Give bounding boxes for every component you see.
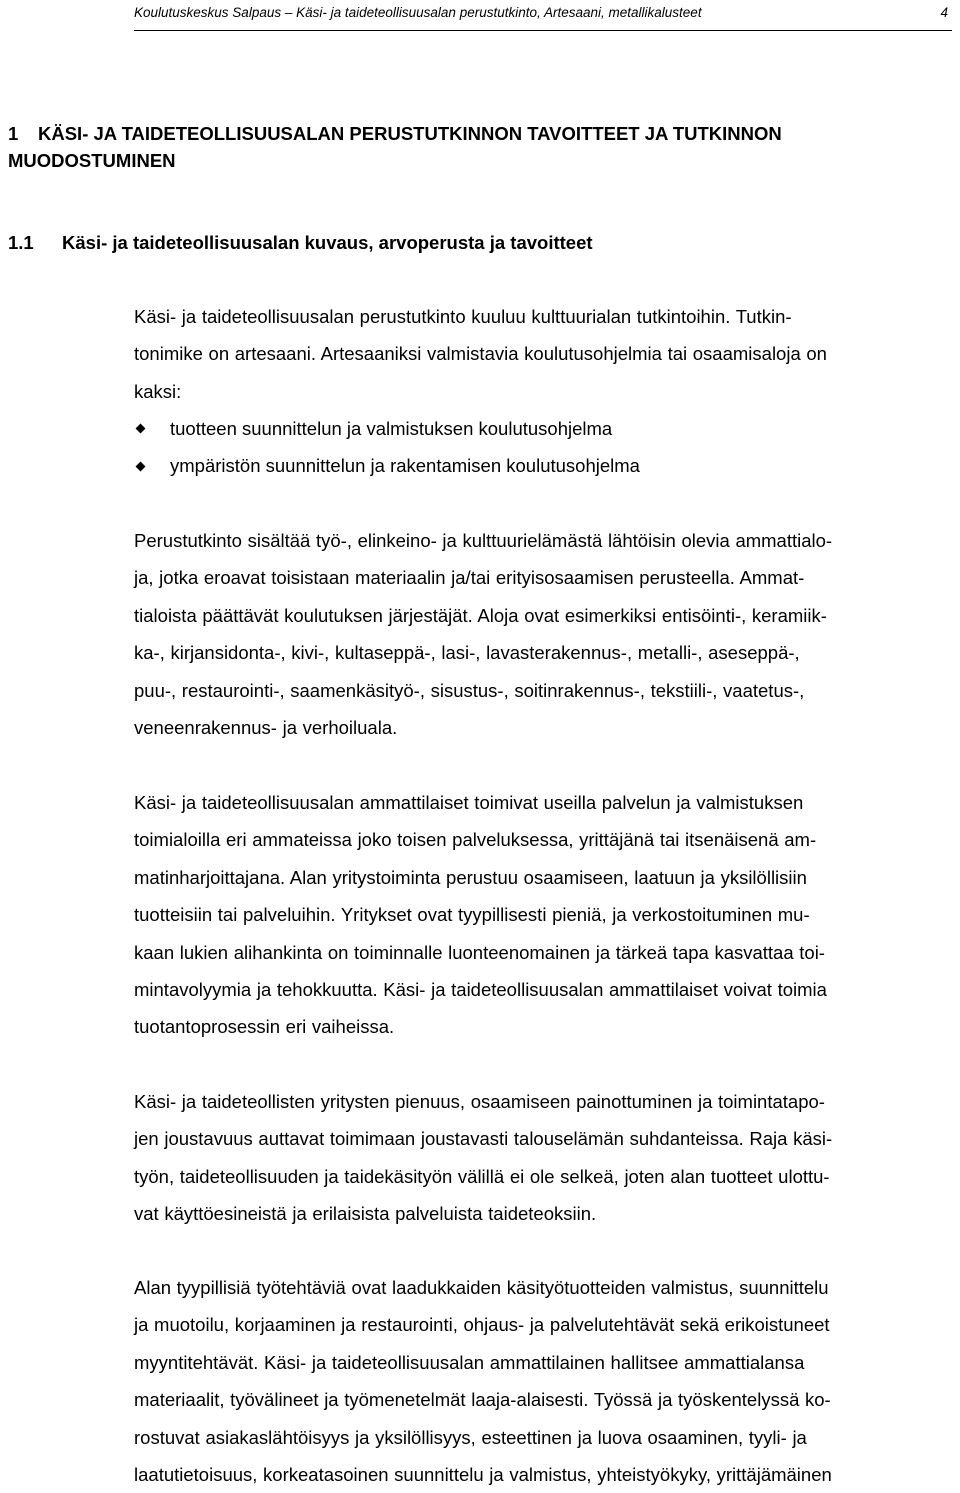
paragraph-line: tonimike on artesaani. Artesaaniksi valmistavia koulutusohjelmia tai osaamisaloja on [134,343,827,365]
paragraph-4 [134,1083,944,1233]
paragraph-line: tuotantoprosessin eri vaiheissa. [134,1016,395,1038]
paragraph-line: jen joustavuus auttavat toimimaan joustavasti talouselämän suhdanteissa. Raja käsi- [134,1128,833,1150]
paragraph-line: Käsi- ja taideteollisuusalan ammattilaiset toimivat useilla palvelun ja valmistuksen [134,792,804,813]
paragraph-line: Käsi- ja taideteollisuusalan perustutkinto kuuluu kulttuurialan tutkintoihin. Tutkin- [134,306,792,327]
paragraph-line: tuotteisiin tai palveluihin. Yritykset ovat tyypillisesti pieniä, ja verkostoituminen mu- [134,904,810,926]
paragraph-line: Perustutkinto sisältää työ-, elinkeino- ja kulttuurielämästä lähtöisin olevia ammattialo- [134,530,833,551]
paragraph-line: Alan tyypillisiä työtehtäviä ovat laadukkaiden käsityötuotteiden valmistus, suunnittelu [134,1277,829,1298]
section-1-1-title: Käsi- ja taideteollisuusalan kuvaus, arvoperusta ja tavoitteet [62,232,593,253]
paragraph-line: Käsi- ja taideteollisten yritysten pienuus, osaamiseen painottuminen ja toimintatapo- [134,1091,825,1112]
paragraph-line: matinharjoittajana. Alan yritystoiminta perustuu osaamiseen, laatuun ja yksilöllisiin [134,866,807,888]
paragraph-line: ja, jotka eroavat toisistaan materiaalin ja/tai erityisosaamisen perusteella. Ammat- [134,567,805,589]
list-item [134,447,944,484]
diamond-bullet-icon [136,424,146,434]
section-1-1-heading [8,229,953,256]
section-1-heading [8,120,953,174]
paragraph-line: tialoista päättävät koulutuksen järjestäjät. Aloja ovat esimerkiksi entisöinti-, keramiik- [134,604,827,626]
paragraph-1 [134,298,944,410]
section-1-title-line2: MUODOSTUMINEN [8,150,176,171]
paragraph-line: työn, taideteollisuuden ja taidekäsityön välillä ei ole selkeä, joten alan tuotteet ulottu- [134,1165,830,1187]
section-1-number: 1 [8,123,19,144]
paragraph-5 [134,1269,944,1493]
paragraph-line: kaksi: [134,380,182,402]
paragraph-line: myyntitehtävät. Käsi- ja taideteollisuusalan ammattilainen hallitsee ammattialansa [134,1351,805,1373]
paragraph-line: laatutietoisuus, korkeatasoinen suunnittelu ja valmistus, yhteistyökyky, yrittäjämäinen [134,1464,832,1486]
paragraph-line: kaan lukien alihankinta on toiminnalle luonteenomainen ja tärkeä tapa kasvattaa toi- [134,941,825,963]
paragraph-line: puu-, restaurointi-, saamenkäsityö-, sisustus-, soitinrakennus-, tekstiili-, vaatetus-, [134,679,805,701]
paragraph-line: veneenrakennus- ja verhoiluala. [134,717,398,739]
paragraph-line: rostuvat asiakaslähtöisyys ja yksilöllisyys, esteettinen ja luova osaaminen, tyyli- ja [134,1426,807,1448]
section-1-1-number: 1.1 [8,232,34,253]
page-number: 4 [940,5,948,20]
header-title: Koulutuskeskus Salpaus – Käsi- ja taideteollisuusalan perustutkinto, Artesaani, metallikalusteet [134,5,702,20]
list-item [134,410,944,447]
paragraph-line: vat käyttöesineistä ja erilaisista palveluista taideteoksiin. [134,1203,597,1225]
section-1-title-line1: KÄSI- JA TAIDETEOLLISUUSALAN PERUSTUTKINNON TAVOITTEET JA TUTKINNON [38,123,782,144]
study-program-list [134,410,944,485]
running-header [134,0,952,31]
paragraph-line: ka-, kirjansidonta-, kivi-, kultaseppä-, lasi-, lavasterakennus-, metalli-, aseseppä-, [134,642,800,664]
paragraph-line: ja muotoilu, korjaaminen ja restaurointi, ohjaus- ja palvelutehtävät sekä erikoistuneet [134,1314,830,1336]
diamond-bullet-icon [136,461,146,471]
list-item-text: ympäristön suunnittelun ja rakentamisen koulutusohjelma [170,455,640,477]
paragraph-line: mintavolyymia ja tehokkuutta. Käsi- ja taideteollisuusalan ammattilaiset voivat toimia [134,979,827,1001]
paragraph-line: materiaalit, työvälineet ja työmenetelmät laaja-alaisesti. Työssä ja työskentelyssä ko- [134,1389,831,1411]
paragraph-3 [134,784,944,1046]
paragraph-line: toimialoilla eri ammateissa joko toisen palveluksessa, yrittäjänä tai itsenäisenä am- [134,829,817,851]
paragraph-2 [134,522,944,746]
list-item-text: tuotteen suunnittelun ja valmistuksen koulutusohjelma [170,418,613,439]
